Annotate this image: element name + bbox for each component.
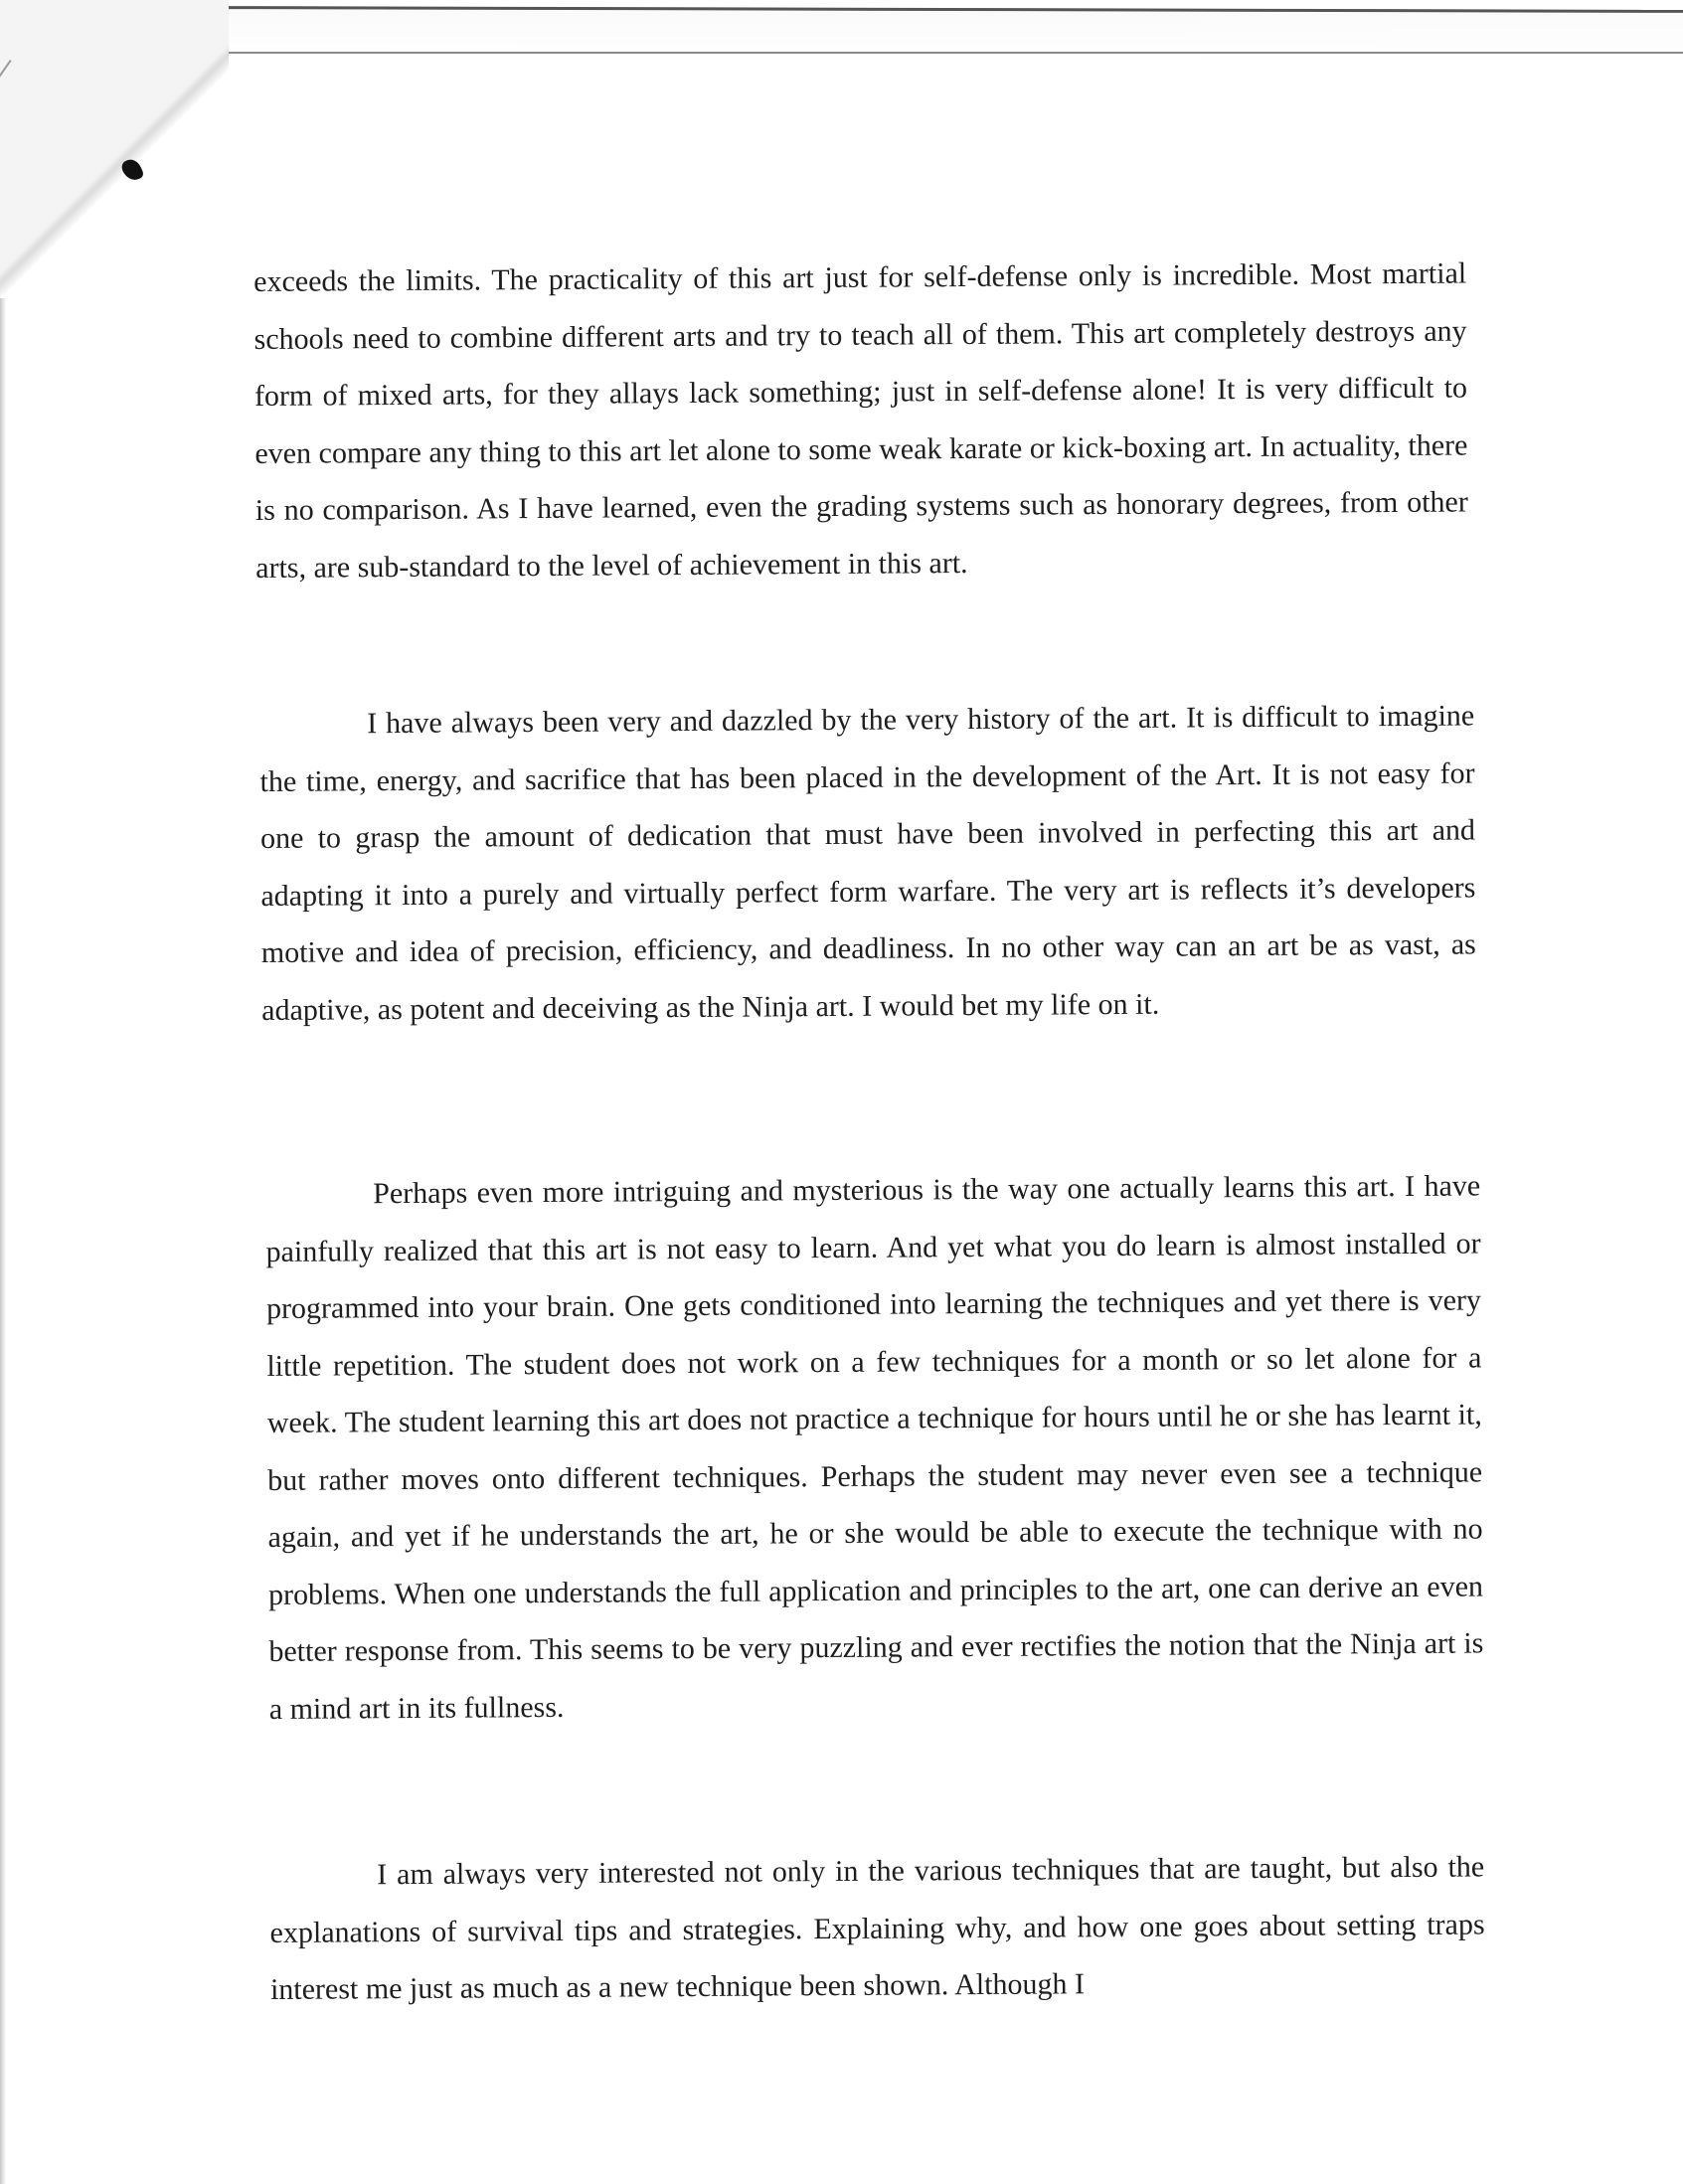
page-left-edge: [0, 298, 6, 2184]
paragraph-3: Perhaps even more intriguing and mysterious is the way one actually learns this art. I have painfully realized that this art is not easy to learn. And yet what you do learn is almost installed or programmed into your brain. One gets conditioned into learning the techniques and yet there is very little repetition. The student does not work on a few techniques for a month or so let alone for a week. The student learning this art does not practice a technique for hours until he or she has learnt it, but rather moves onto different techniques. Perhaps the student may never even see a technique again, and yet if he understands the art, he or she would be able to execute the technique with no problems. When one understands the full application and principles to the art, one can derive an even better response from. This seems to be very puzzling and ever rectifies the notion that the Ninja art is a mind art in its fullness.: [265, 1169, 1484, 1726]
paragraph-1: exceeds the limits. The practicality of this art just for self-defense only is incredible. Most martial schools need to combine different arts and try to teach all of them. This art completely destroys any form of mixed arts, for they allays lack something; just in self-defense alone! It is very difficult to even compare any thing to this art let alone to some weak karate or kick-boxing art. In actuality, there is no comparison. As I have learned, even the grading systems such as honorary degrees, from other arts, are sub-standard to the level of achievement in this art.: [253, 256, 1468, 585]
paragraph-4: I am always very interested not only in the various techniques that are taught, but also the explanations of survival tips and strategies. Explaining why, and how one goes about setting traps interest me just as much as a new technique been shown. Although I: [269, 1850, 1485, 2006]
folded-corner: [0, 0, 229, 338]
page-top-edge: [214, 6, 1683, 63]
paragraph-2: I have always been very and dazzled by the very history of the art. It is difficult to imagine the time, energy, and sacrifice that has been placed in the development of the Art. It is not easy for one to grasp the amount of dedication that must have been involved in perfecting this art and adapting it into a purely and virtually perfect form warfare. The very art is reflects it’s developers motive and idea of precision, efficiency, and deadliness. In no other way can an art be as vast, as adaptive, as potent and deceiving as the Ninja art. I would bet my life on it.: [259, 699, 1476, 1027]
page-top-edge-line: [214, 52, 1683, 54]
